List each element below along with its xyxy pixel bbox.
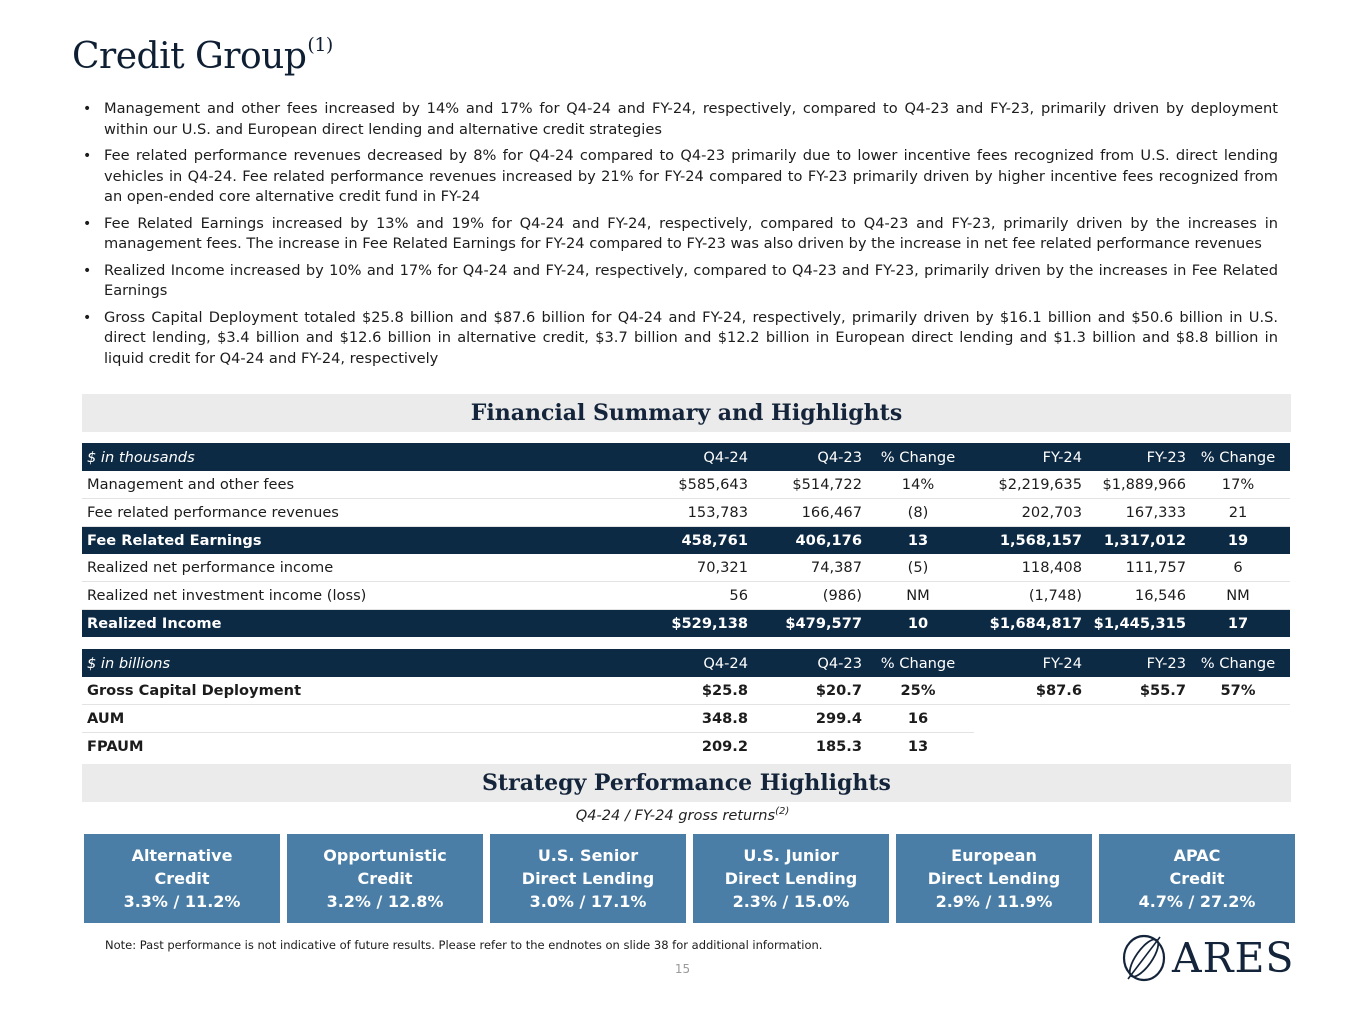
table-row-total xyxy=(82,610,1290,638)
table-row xyxy=(82,733,1290,761)
ares-emblem-icon xyxy=(1120,932,1168,984)
row-label: Realized net performance income xyxy=(82,554,652,582)
table-row xyxy=(82,554,1290,582)
table-cell: $87.6 xyxy=(974,677,1082,705)
row-label: Management and other fees xyxy=(82,471,652,499)
table-row xyxy=(82,582,1290,610)
returns-subtitle-text: Q4-24 / FY-24 gross returns xyxy=(575,806,776,824)
strategy-box xyxy=(84,834,280,923)
bullet-list xyxy=(82,99,1278,375)
table-cell: (986) xyxy=(748,582,862,610)
column-header: Q4-23 xyxy=(748,649,862,677)
column-header: % Change xyxy=(862,649,974,677)
strategy-name-line1: European xyxy=(951,846,1037,865)
table-cell: 25% xyxy=(862,677,974,705)
strategy-boxes xyxy=(84,834,1295,923)
column-header: $ in thousands xyxy=(82,443,652,471)
table-cell: 57% xyxy=(1186,677,1290,705)
table-cell: $55.7 xyxy=(1082,677,1186,705)
table-cell: 74,387 xyxy=(748,554,862,582)
bullet-item: • Fee Related Earnings increased by 13% and 19% for Q4-24 and FY-24, respectively, compared to Q4-23 and FY-23, primarily driven by the increases in management fees. The increase in Fee Related Earnings for FY-24 compared to FY-23 was also driven by the increase in net fee related performance revenues xyxy=(82,214,1278,255)
strategy-returns: 2.3% / 15.0% xyxy=(732,892,850,911)
table-cell: $1,889,966 xyxy=(1082,471,1186,499)
table-cell: 70,321 xyxy=(652,554,748,582)
table-cell: $479,577 xyxy=(748,610,862,638)
column-header: Q4-23 xyxy=(748,443,862,471)
bullet-item: • Management and other fees increased by 14% and 17% for Q4-24 and FY-24, respectively, compared to Q4-23 and FY-23, primarily driven by deployment within our U.S. and European direct lending and alternative credit strategies xyxy=(82,99,1278,140)
table-cell: 185.3 xyxy=(815,738,862,755)
table-cell: 16 xyxy=(862,705,974,733)
column-header: FY-24 xyxy=(974,443,1082,471)
table-cell: $585,643 xyxy=(652,471,748,499)
bullet-item: • Gross Capital Deployment totaled $25.8 billion and $87.6 billion for Q4-24 and FY-24, respectively, primarily driven by $16.1 billion and $50.6 billion in U.S. direct lending, $3.4 billion and $12.6 billion in alternative credit, $3.7 billion and $12.2 billion in European direct lending and $1.3 billion and $8.8 billion in liquid credit for Q4-24 and FY-24, respectively xyxy=(82,308,1278,370)
bullet-item: • Realized Income increased by 10% and 17% for Q4-24 and FY-24, respectively, compared to Q4-23 and FY-23, primarily driven by the increases in Fee Related Earnings xyxy=(82,261,1278,302)
empty-cell xyxy=(974,733,1290,761)
table-cell: 13 xyxy=(862,527,974,555)
table-cell: $20.7 xyxy=(748,677,862,705)
strategy-box xyxy=(287,834,483,923)
table-cell: 348.8 xyxy=(652,705,748,733)
returns-subtitle xyxy=(0,806,1365,824)
page-title-text: Credit Group xyxy=(72,36,307,77)
table-row xyxy=(82,471,1290,499)
table-cell: 16,546 xyxy=(1082,582,1186,610)
strategy-returns: 4.7% / 27.2% xyxy=(1138,892,1256,911)
strategy-name-line1: U.S. Senior xyxy=(537,846,639,865)
table-cell: 153,783 xyxy=(652,499,748,527)
table-cell: 10 xyxy=(862,610,974,638)
strategy-name-line2: Credit xyxy=(357,869,413,888)
column-header: % Change xyxy=(1186,649,1290,677)
logo-wordmark: ARES xyxy=(1172,934,1295,982)
table-cell: 299.4 xyxy=(748,705,862,733)
table-cell: 14% xyxy=(862,471,974,499)
table-cell: 21 xyxy=(1186,499,1290,527)
strategy-name-line1: Opportunistic xyxy=(323,846,447,865)
table-cell: 17 xyxy=(1186,610,1290,638)
table-cell: 167,333 xyxy=(1082,499,1186,527)
table-cell: $2,219,635 xyxy=(974,471,1082,499)
strategy-name-line1: U.S. Junior xyxy=(743,846,839,865)
row-label: Fee Related Earnings xyxy=(82,527,652,555)
strategy-returns: 3.2% / 12.8% xyxy=(326,892,444,911)
strategy-name-line2: Direct Lending xyxy=(521,869,655,888)
table-cell: 118,408 xyxy=(974,554,1082,582)
table-header-row xyxy=(82,443,1290,471)
table-row-total xyxy=(82,527,1290,555)
row-label: Fee related performance revenues xyxy=(82,499,652,527)
column-header: Q4-24 xyxy=(652,649,748,677)
table-cell: 1,568,157 xyxy=(974,527,1082,555)
strategy-box xyxy=(693,834,889,923)
ares-logo xyxy=(1120,932,1295,984)
strategy-returns: 2.9% / 11.9% xyxy=(935,892,1053,911)
financial-summary-table xyxy=(82,443,1290,637)
column-header: FY-23 xyxy=(1082,443,1186,471)
row-label: Gross Capital Deployment xyxy=(82,677,652,705)
capital-deployment-table xyxy=(82,649,1290,760)
row-label: AUM xyxy=(82,705,652,733)
table-row xyxy=(82,705,1290,733)
table-cell: NM xyxy=(1186,582,1290,610)
page-number: 15 xyxy=(674,962,691,976)
strategy-name-line2: Credit xyxy=(1169,869,1225,888)
table-cell: 458,761 xyxy=(652,527,748,555)
table-cell: $1,445,315 xyxy=(1082,610,1186,638)
column-header: FY-24 xyxy=(974,649,1082,677)
empty-cell xyxy=(974,705,1290,733)
table-cell: 56 xyxy=(652,582,748,610)
strategy-box xyxy=(490,834,686,923)
table-cell: 19 xyxy=(1186,527,1290,555)
strategy-box xyxy=(1099,834,1295,923)
strategy-returns: 3.3% / 11.2% xyxy=(123,892,241,911)
column-header: $ in billions xyxy=(82,649,652,677)
column-header: FY-23 xyxy=(1082,649,1186,677)
table-row xyxy=(82,499,1290,527)
strategy-performance-heading: Strategy Performance Highlights xyxy=(82,764,1291,802)
strategy-box xyxy=(896,834,1092,923)
table-cell: $529,138 xyxy=(652,610,748,638)
bullet-item: • Fee related performance revenues decreased by 8% for Q4-24 compared to Q4-23 primarily due to lower incentive fees recognized from U.S. direct lending vehicles in Q4-24. Fee related performance revenues increased by 21% for FY-24 compared to FY-23 primarily driven by higher incentive fees recognized from an open-ended core alternative credit fund in FY-24 xyxy=(82,146,1278,208)
table-cell: 166,467 xyxy=(748,499,862,527)
table-cell: 209.2 xyxy=(701,738,748,755)
strategy-name-line1: Alternative xyxy=(131,846,233,865)
table-cell: 6 xyxy=(1186,554,1290,582)
column-header: % Change xyxy=(862,443,974,471)
returns-footnote: (2) xyxy=(775,806,790,817)
table-header-row xyxy=(82,649,1290,677)
footnote-disclaimer: Note: Past performance is not indicative of future results. Please refer to the endnotes on slide 38 for additional information. xyxy=(105,938,823,952)
column-header: % Change xyxy=(1186,443,1290,471)
table-cell: 111,757 xyxy=(1082,554,1186,582)
row-label: Realized net investment income (loss) xyxy=(82,582,652,610)
table-cell: NM xyxy=(862,582,974,610)
row-label: Realized Income xyxy=(82,610,652,638)
strategy-returns: 3.0% / 17.1% xyxy=(529,892,647,911)
table-cell: $1,684,817 xyxy=(974,610,1082,638)
strategy-name-line2: Credit xyxy=(154,869,210,888)
table-cell: (8) xyxy=(862,499,974,527)
table-cell: (1,748) xyxy=(974,582,1082,610)
title-footnote: (1) xyxy=(307,34,333,56)
strategy-name-line1: APAC xyxy=(1173,846,1221,865)
financial-summary-heading: Financial Summary and Highlights xyxy=(82,394,1291,432)
table-row xyxy=(82,677,1290,705)
table-cell: 1,317,012 xyxy=(1082,527,1186,555)
table-cell: $25.8 xyxy=(652,677,748,705)
table-cell: 406,176 xyxy=(748,527,862,555)
table-cell: (5) xyxy=(862,554,974,582)
strategy-name-line2: Direct Lending xyxy=(724,869,858,888)
column-header: Q4-24 xyxy=(652,443,748,471)
table-cell: $514,722 xyxy=(748,471,862,499)
page-title xyxy=(72,36,333,77)
table-cell: 13 xyxy=(907,738,929,755)
table-cell: 17% xyxy=(1186,471,1290,499)
row-label: FPAUM xyxy=(87,738,144,755)
table-cell: 202,703 xyxy=(974,499,1082,527)
strategy-name-line2: Direct Lending xyxy=(927,869,1061,888)
